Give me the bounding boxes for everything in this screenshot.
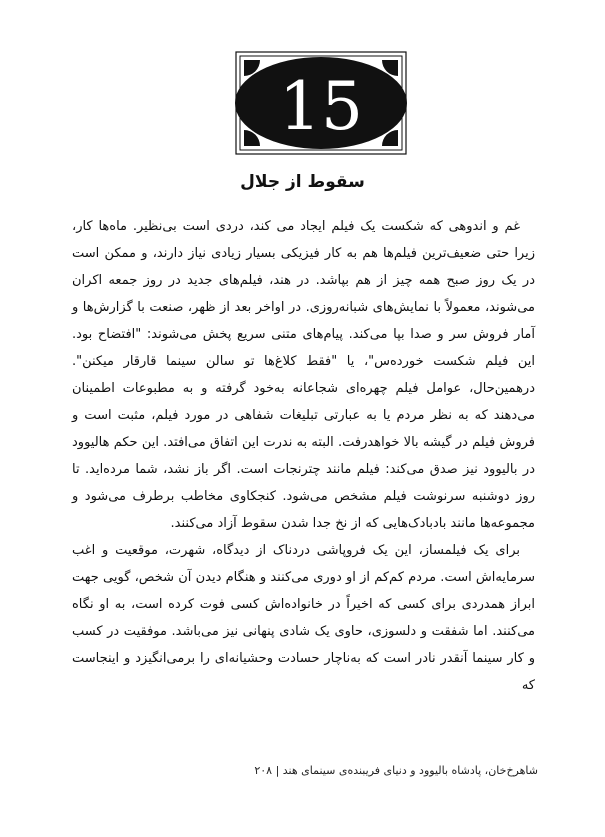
chapter-title: سقوط از جلال xyxy=(240,172,365,192)
chapter-number-frame xyxy=(232,48,410,158)
paragraph-1: غم و اندوهی که شکست یک فیلم ایجاد می کند، دردی است بی‌نظیر. ماه‌ها کار، زیرا حتی ضعیف‌ترین فیلم‌ها هم به کار فیزیکی بسیار زیادی نیاز دارند، و ممکن است در یک روز صبح همه چیز از هم بپاشد. در هند، فیلم‌های جدید در روز جمعه اکران می‌شوند، معمولاً با نمایش‌های شبانه‌روزی. در اواخر بعد از ظهر، صنعت با گزارش‌ها و آمار فروش سر و صدا بپا می‌کند. پیام‌های متنی سریع پخش می‌شوند: "افتضاح بود. این فیلم شکست خورده‌س"، یا "فقط کلاغ‌ها تو سالن سینما قارقار میکنن". درهمین‌حال، عوامل فیلم چهره‌ای شجاعانه به‌خود گرفته و به مطبوعات اطمینان می‌دهند که به نظر مردم یا به عبارتی تبلیغات شفاهی در مورد فیلم، مثبت است و فروش فیلم در گیشه بالا خواهدرفت. البته به ندرت این اتفاق می‌افتد. این حکم هالیوود در بالیوود نیز صدق می‌کند: فیلم مانند چترنجات است. اگر باز نشد، شما مرده‌اید. تا روز دوشنبه سرنوشت فیلم مشخص می‌شود. کنجکاوی مخاطب برطرف می‌شود و مجموعه‌ها مانند بادبادک‌هایی که از نخ جدا شدن سقوط آزاد می‌کنند. xyxy=(72,219,535,531)
body-text xyxy=(72,213,535,699)
chapter-number: 15 xyxy=(279,68,363,145)
chapter-emblem xyxy=(232,48,410,158)
paragraph-2: برای یک فیلمساز، این یک فروپاشی دردناک از دیدگاه، شهرت، موقعیت و اغب سرمایه‌اش است. مردم کم‌کم از او دوری می‌کنند و هنگام دیدن آن شخص، گویی جهت ابراز همدردی برای کسی که اخیراً در خانواده‌اش کسی فوت کرده است، به او نگاه می‌کنند. اما شفقت و دلسوزی، حاوی یک شادی پنهانی نیز می‌باشد. موفقیت در کسب و کار سینما آنقدر نادر است که به‌ناچار حسادت وحشیانه‌ای را برمی‌انگیزد و اینجاست که xyxy=(72,543,535,693)
page-footer: شاهرخ‌خان، پادشاه بالیوود و دنیای فریبنده‌ی سینمای هند | ۲۰۸ xyxy=(254,764,538,777)
